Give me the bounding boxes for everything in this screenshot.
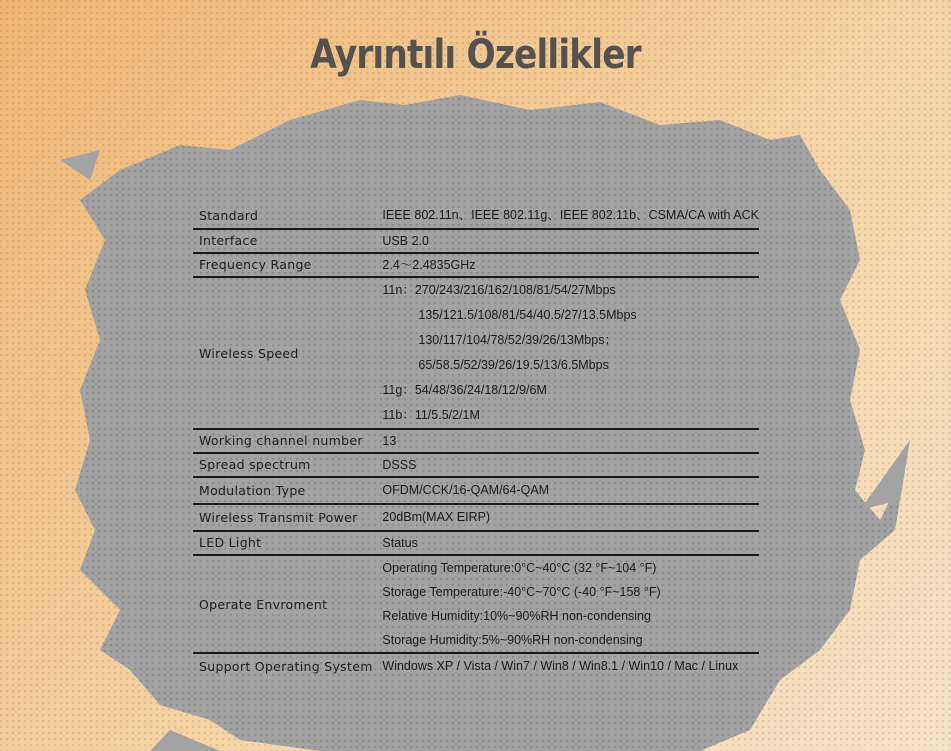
spec-value: Status (382, 536, 418, 550)
spec-value-line: Storage Humidity:5%~90%RH non-condensing (382, 633, 643, 647)
spec-label: Working channel number (199, 433, 363, 448)
spec-label: Standard (199, 208, 259, 223)
spec-value: USB 2.0 (382, 234, 429, 248)
spec-value: 20dBm(MAX EIRP) (382, 510, 491, 524)
table-row (193, 531, 759, 555)
spec-label: Modulation Type (199, 483, 306, 498)
spec-value-line: Storage Temperature:-40°C~70°C (-40 °F~158 °F) (382, 585, 661, 599)
table-row (193, 229, 759, 253)
spec-value-line: 11g：54/48/36/24/18/12/9/6M (382, 383, 547, 397)
spec-table (193, 203, 759, 679)
spec-label: Support Operating System (199, 659, 373, 674)
spec-label: LED Light (199, 535, 262, 550)
spec-value: DSSS (382, 458, 417, 472)
spec-label: Operate Envroment (199, 596, 328, 612)
spec-label: Spread spectrum (199, 457, 311, 472)
table-row (193, 504, 759, 531)
spec-value: Windows XP / Vista / Win7 / Win8 / Win8.1 / Win10 / Mac / Linux (382, 659, 739, 673)
spec-value-line: 11n：270/243/216/162/108/81/54/27Mbps (382, 283, 616, 297)
table-row (193, 429, 759, 453)
spec-value: IEEE 802.11n、IEEE 802.11g、IEEE 802.11b、CSMA/CA with ACK (382, 208, 759, 222)
spec-value-line: 65/58.5/52/39/26/19.5/13/6.5Mbps (418, 358, 609, 372)
spec-value-line: Relative Humidity:10%~90%RH non-condensing (382, 609, 651, 623)
table-row (193, 253, 759, 277)
page-title: Ayrıntılı Özellikler (310, 32, 641, 78)
spec-label: Interface (199, 233, 258, 248)
spec-value: 2.4～2.4835GHz (382, 258, 476, 272)
spec-value-line: Operating Temperature:0°C~40°C (32 °F~104 °F) (382, 561, 657, 575)
spec-value-line: 135/121.5/108/81/54/40.5/27/13.5Mbps (418, 308, 637, 322)
table-row (193, 477, 759, 504)
table-row (193, 653, 759, 679)
spec-value: OFDM/CCK/16-QAM/64-QAM (382, 483, 550, 497)
table-row (193, 453, 759, 477)
table-row (193, 277, 759, 429)
spec-label: Frequency Range (199, 257, 312, 272)
spec-value: 13 (382, 434, 397, 448)
spec-label: Wireless Transmit Power (199, 510, 358, 525)
table-row (193, 555, 759, 653)
table-row (193, 203, 759, 229)
spec-label: Wireless Speed (199, 345, 299, 361)
spec-value-line: 130/117/104/78/52/39/26/13Mbps； (418, 333, 617, 347)
spec-value-line: 11b：11/5.5/2/1M (382, 408, 480, 422)
